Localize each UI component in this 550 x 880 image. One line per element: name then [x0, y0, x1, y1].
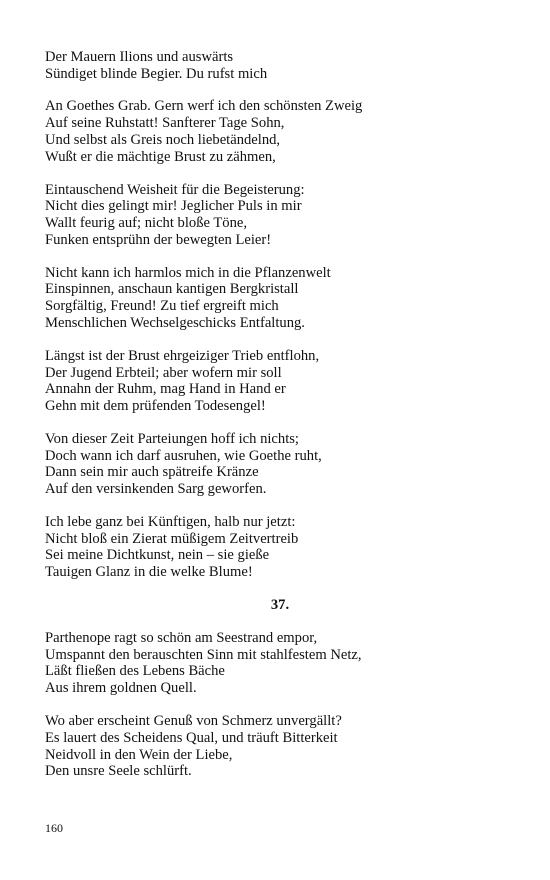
verse-line: Aus ihrem goldnen Quell. — [45, 680, 197, 697]
verse-line: Ich lebe ganz bei Künftigen, halb nur jetzt: — [45, 513, 296, 530]
verse-line: Sei meine Dichtkunst, nein – sie gieße — [45, 547, 270, 564]
verse-line: Und selbst als Greis noch liebetändelnd, — [45, 132, 281, 149]
verse-line: Längst ist der Brust ehrgeiziger Trieb entflohn, — [45, 347, 320, 364]
verse-line: Von dieser Zeit Parteiungen hoff ich nichts; — [45, 430, 299, 447]
verse-line: Nicht kann ich harmlos mich in die Pflanzenwelt — [45, 264, 331, 281]
verse-line: Einspinnen, anschaun kantigen Bergkristall — [45, 281, 299, 298]
verse-line: Wallt feurig auf; nicht bloße Töne, — [45, 215, 247, 232]
verse-line: Auf den versinkenden Sarg geworfen. — [45, 481, 267, 498]
verse-line: An Goethes Grab. Gern werf ich den schönsten Zweig — [45, 98, 363, 115]
verse-line: Der Mauern Ilions und auswärts — [45, 49, 234, 65]
poem-37 — [45, 630, 515, 780]
stanza — [45, 265, 515, 332]
verse-line: Gehn mit dem prüfenden Todesengel! — [45, 398, 266, 415]
verse-line: Doch wann ich darf ausruhen, wie Goethe ruht, — [45, 447, 322, 464]
verse-line: Eintauschend Weisheit für die Begeisterung: — [45, 181, 305, 198]
stanza — [45, 630, 515, 697]
stanza — [45, 182, 515, 249]
verse-line: Umspannt den berauschten Sinn mit stahlfestem Netz, — [45, 646, 362, 663]
stanza — [45, 431, 515, 498]
poem-text — [45, 49, 515, 780]
verse-line: Parthenope ragt so schön am Seestrand empor, — [45, 629, 318, 646]
stanza — [45, 49, 515, 83]
verse-line: Neidvoll in den Wein der Liebe, — [45, 746, 233, 763]
verse-line: Der Jugend Erbteil; aber wofern mir soll — [45, 364, 282, 381]
verse-line: Wo aber erscheint Genuß von Schmerz unvergällt? — [45, 712, 342, 729]
verse-line: Läßt fließen des Lebens Bäche — [45, 663, 225, 680]
verse-line: Menschlichen Wechselgeschicks Entfaltung. — [45, 315, 305, 332]
stanza — [45, 348, 515, 415]
verse-line: Annahn der Ruhm, mag Hand in Hand er — [45, 381, 286, 398]
verse-line: Auf seine Ruhstatt! Sanfterer Tage Sohn, — [45, 115, 285, 132]
verse-line: Nicht dies gelingt mir! Jeglicher Puls in mir — [45, 198, 302, 215]
verse-line: Sündiget blinde Begier. Du rufst mich — [45, 65, 268, 82]
verse-line: Es lauert des Scheidens Qual, und träuft Bitterkeit — [45, 729, 338, 746]
stanza — [45, 514, 515, 581]
verse-line: Tauigen Glanz in die welke Blume! — [45, 564, 253, 581]
verse-line: Wußt er die mächtige Brust zu zähmen, — [45, 148, 276, 165]
poem-number-heading: 37. — [270, 597, 290, 614]
verse-line: Sorgfältig, Freund! Zu tief ergreift mich — [45, 298, 279, 315]
stanza — [45, 98, 515, 165]
verse-line: Den unsre Seele schlürft. — [45, 763, 192, 780]
stanza — [45, 713, 515, 780]
verse-line: Nicht bloß ein Zierat müßigem Zeitvertreib — [45, 530, 299, 547]
verse-line: Dann sein mir auch spätreife Kränze — [45, 464, 259, 481]
poem-36-continuation — [45, 49, 515, 581]
verse-line: Funken entsprühn der bewegten Leier! — [45, 231, 272, 248]
page-number: 160 — [45, 821, 63, 835]
